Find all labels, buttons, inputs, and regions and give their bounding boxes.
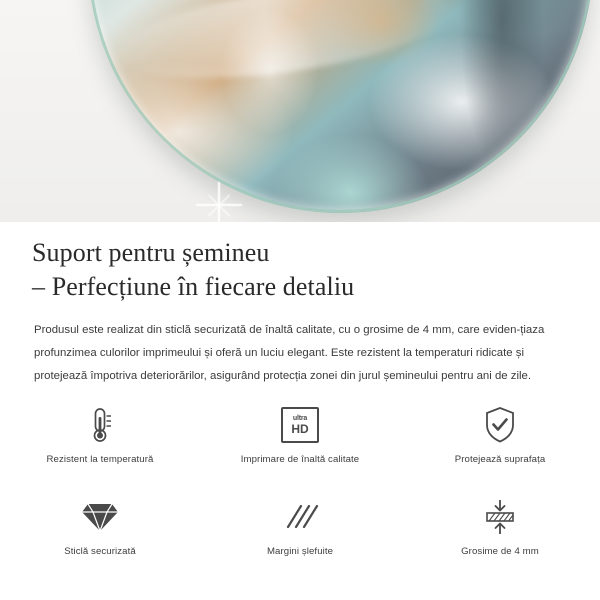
feature-label: Imprimare de înaltă calitate	[240, 454, 360, 465]
feature-temperature-resistant	[0, 404, 200, 484]
feature-thickness	[400, 496, 600, 576]
feature-label: Grosime de 4 mm	[461, 546, 539, 557]
hero-image	[0, 0, 600, 222]
ultra-hd-badge-bottom: HD	[291, 422, 309, 436]
page-title-line-2: – Perfecțiune în fiecare detaliu	[32, 272, 355, 302]
thermometer-icon	[83, 404, 117, 446]
thickness-arrows-icon	[480, 496, 520, 538]
ultra-hd-icon	[281, 404, 319, 446]
diamond-icon	[80, 496, 120, 538]
feature-label: Protejează suprafața	[454, 454, 546, 465]
feature-grid	[0, 404, 600, 576]
feature-polished-edges	[200, 496, 400, 576]
page-title	[0, 222, 600, 305]
feature-surface-protection	[400, 404, 600, 484]
content-block	[0, 222, 600, 389]
feature-high-quality-print	[200, 404, 400, 484]
feature-tempered-glass	[0, 496, 200, 576]
page-title-line-1: Suport pentru șemineu	[32, 238, 270, 267]
ultra-hd-badge-top: ultra	[292, 415, 308, 422]
feature-label: Sticlă securizată	[64, 546, 136, 557]
polished-edges-icon	[280, 496, 320, 538]
feature-label: Rezistent la temperatură	[46, 454, 154, 465]
feature-label: Margini șlefuite	[266, 546, 334, 557]
product-description-text: Produsul este realizat din sticlă securizată de înaltă calitate, cu o grosime de 4 mm, care eviden-țiaza profunzimea culorilor imprimeului și oferă un luciu elegant. Este rezistent la temperaturi ridicate și protejează împotriva deteriorărilor, asigurând protecția zonei din jurul șemineului pentru ani de zile.	[34, 323, 545, 383]
round-glass-panel	[88, 0, 593, 213]
shield-check-icon	[482, 404, 518, 446]
